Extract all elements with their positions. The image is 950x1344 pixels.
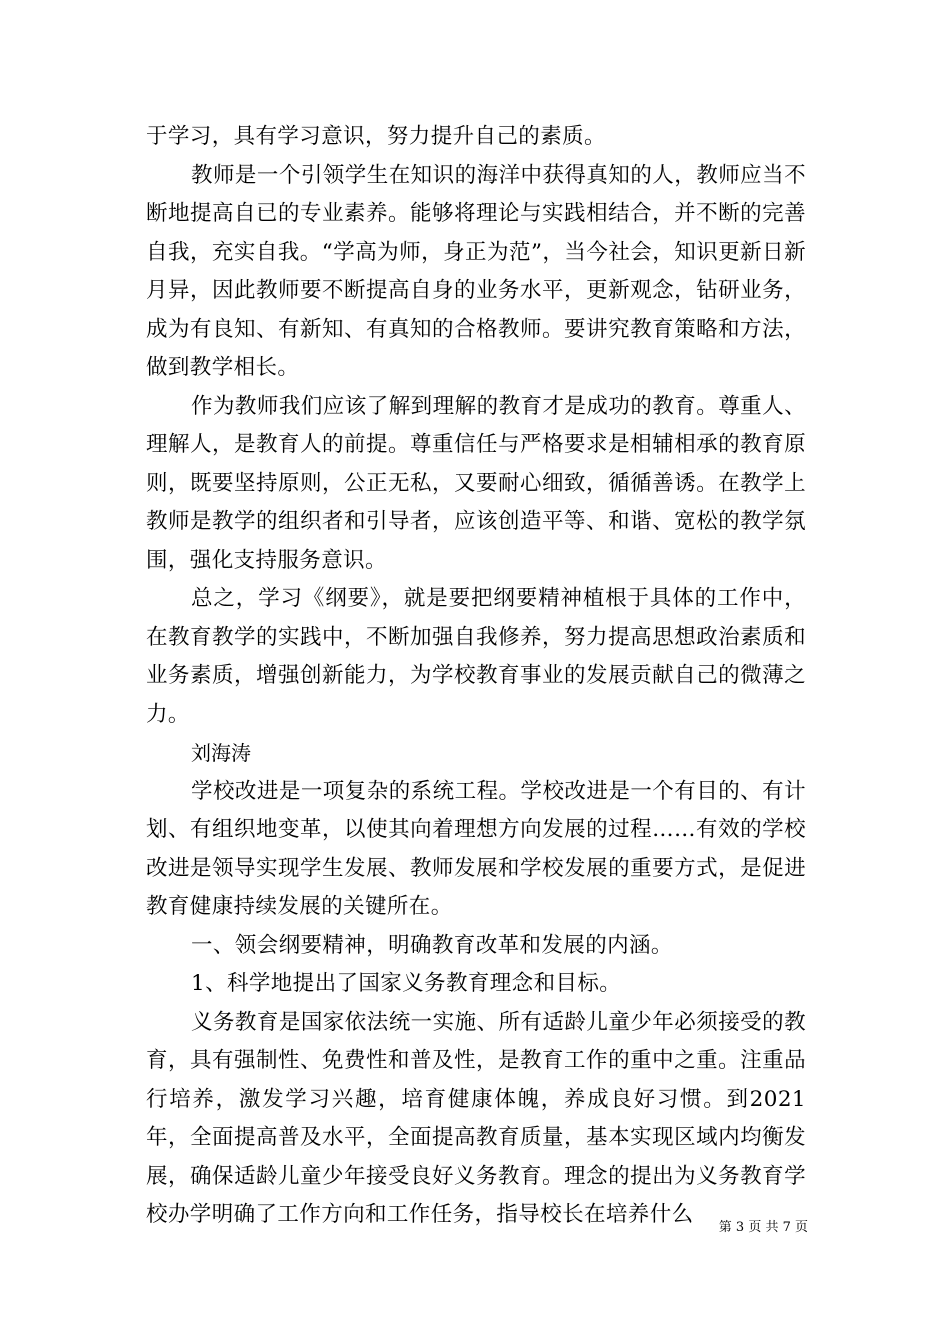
page-number-footer: 第 3 页 共 7 页 bbox=[718, 1220, 808, 1235]
paragraph-conclusion: 总之，学习《纲要》，就是要把纲要精神植根于具体的工作中，在教育教学的实践中，不断加强自我修养，努力提高思想政治素质和业务素质，增强创新能力，为学校教育事业的发展贡献自己的微薄之力。 bbox=[146, 586, 806, 727]
paragraph-compulsory-education: 义务教育是国家依法统一实施、所有适龄儿童少年必须接受的教育，具有强制性、免费性和普及性，是教育工作的重中之重。注重品行培养，激发学习兴趣，培育健康体魄，养成良好习惯。到2021年，全面提高普及水平，全面提高教育质量，基本实现区域内均衡发展，确保适龄儿童少年接受良好义务教育。理念的提出为义务教育学校办学明确了工作方向和工作任务，指导校长在培养什么 bbox=[146, 1009, 806, 1227]
paragraph-school-improvement: 学校改进是一项复杂的系统工程。学校改进是一个有目的、有计划、有组织地变革，以使其向着理想方向发展的过程……有效的学校改进是领导实现学生发展、教师发展和学校发展的重要方式，是促进教育健康持续发展的关键所在。 bbox=[146, 778, 806, 919]
document-body bbox=[146, 118, 806, 1235]
author-name: 刘海涛 bbox=[191, 741, 251, 765]
paragraph-teacher-literacy: 教师是一个引领学生在知识的海洋中获得真知的人，教师应当不断地提高自已的专业素养。能够将理论与实践相结合，并不断的完善自我，充实自我。“学高为师，身正为范”，当今社会，知识更新日新月异，因此教师要不断提高自身的业务水平，更新观念，钻研业务，成为有良知、有新知、有真知的合格教师。要讲究教育策略和方法，做到教学相长。 bbox=[146, 162, 806, 380]
subsection-heading-1: 1、科学地提出了国家义务教育理念和目标。 bbox=[191, 971, 622, 996]
section-heading-1: 一、领会纲要精神，明确教育改革和发展的内涵。 bbox=[191, 932, 673, 958]
paragraph-continuation: 于学习，具有学习意识，努力提升自己的素质。 bbox=[146, 124, 606, 149]
paragraph-understanding-education: 作为教师我们应该了解到理解的教育才是成功的教育。尊重人、理解人，是教育人的前提。尊重信任与严格要求是相辅相承的教育原则，既要坚持原则，公正无私，又要耐心细致，循循善诱。在教学上教师是教学的组织者和引导者，应该创造平等、和谐、宽松的教学氛围，强化支持服务意识。 bbox=[146, 393, 806, 573]
